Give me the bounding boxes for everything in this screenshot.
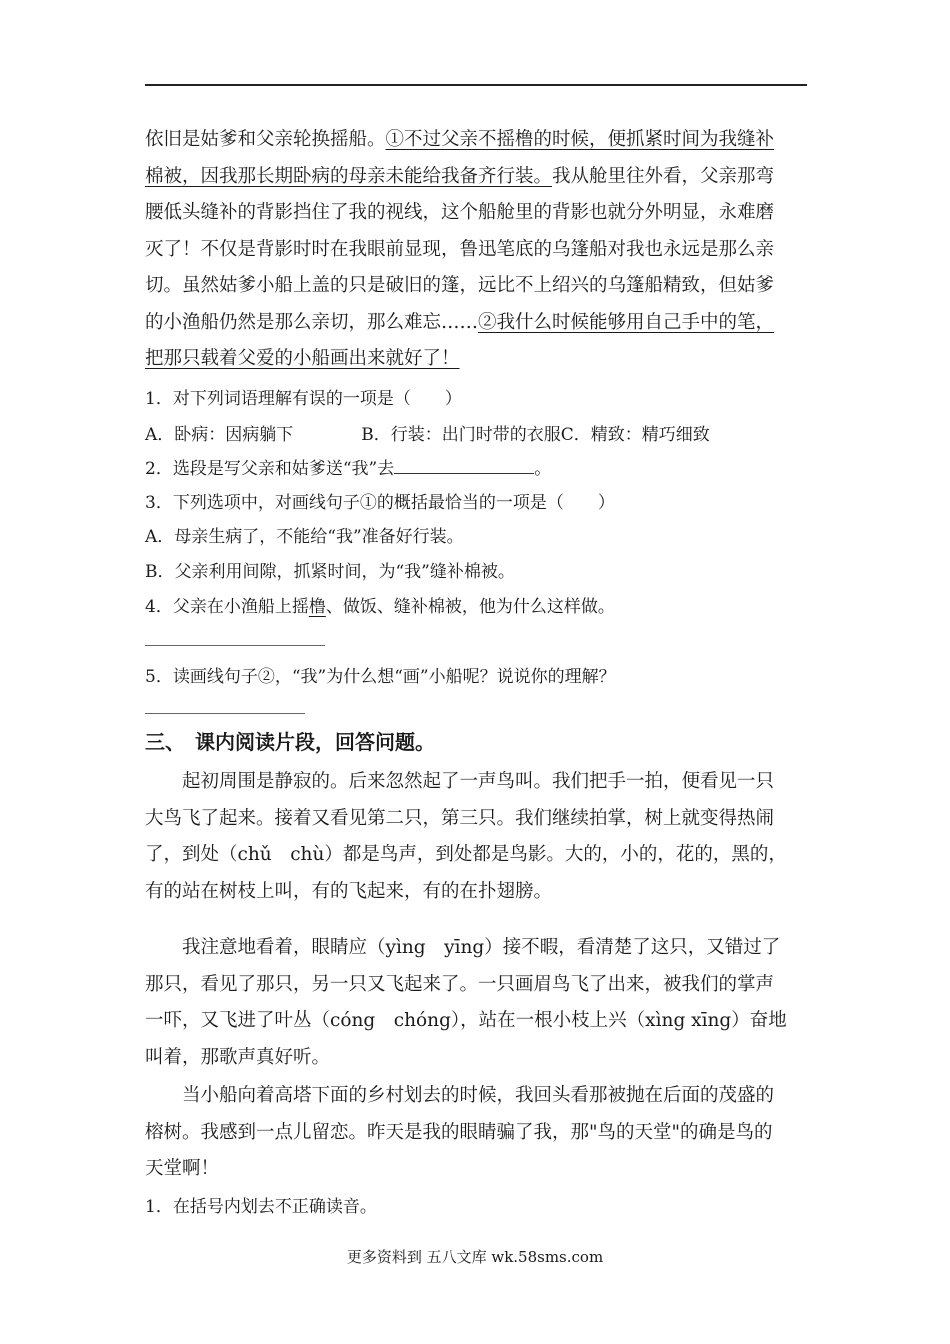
question-3: 3．下列选项中，对画线句子①的概括最恰当的一项是（ ） <box>145 493 615 513</box>
passage-line: 榕树。我感到一点儿留恋。昨天是我的眼睛骗了我，那"鸟的天堂"的确是鸟的 <box>145 1121 773 1143</box>
passage-line: 有的站在树枝上叫，有的飞起来，有的在扑翅膀。 <box>145 880 553 902</box>
passage-line: 叫着，那歌声真好听。 <box>145 1046 331 1068</box>
question-3-option-a: A．母亲生病了，不能给“我”准备好行装。 <box>145 527 464 547</box>
top-rule <box>145 84 807 86</box>
underlined-word: 橹 <box>308 597 326 617</box>
underlined-sentence-1: ①不过父亲不摇橹的时候，便抓紧时间为我缝补 <box>385 129 775 150</box>
passage-line: 了，到处（chǔ chù）都是鸟声，到处都是鸟影。大的，小的，花的，黑的， <box>145 844 787 865</box>
question-3-option-b: B．父亲利用间隙，抓紧时间，为“我”缝补棉被。 <box>145 562 515 582</box>
passage-1 <box>145 122 807 378</box>
passage-line: 大鸟飞了起来。接着又看见第二只，第三只。我们继续拍掌，树上就变得热闹 <box>145 807 775 829</box>
question-4: 4．父亲在小渔船上摇橹、做饭、缝补棉被，他为什么这样做。 <box>145 597 615 617</box>
passage-line: 天堂啊！ <box>145 1158 220 1179</box>
section-3-heading: 三、 课内阅读片段，回答问题。 <box>145 730 435 754</box>
question-1-options: A．卧病：因病躺下 B．行装：出门时带的衣服C．精致：精巧细致 <box>145 425 710 445</box>
passage-line: 切。虽然姑爹小船上盖的只是破旧的篷，远比不上绍兴的乌篷船精致，但姑爹 <box>145 275 775 296</box>
underlined-sentence-2-cont: 把那只载着父爱的小船画出来就好了！ <box>145 348 460 369</box>
passage-line <box>145 341 807 378</box>
passage-line: 我注意地看着，眼睛应（yìng yīng）接不暇，看清楚了这只，又错过了 <box>145 937 781 958</box>
passage-line: 依旧是姑爹和父亲轮换摇船。①不过父亲不摇橹的时候，便抓紧时间为我缝补 <box>145 129 775 150</box>
question-5: 5．读画线句子②，“我”为什么想“画”小船呢？说说你的理解？ <box>145 667 616 687</box>
answer-line-5[interactable] <box>145 713 305 714</box>
section-3-paragraph-3 <box>145 1078 807 1188</box>
section-3-question-1: 1．在括号内划去不正确读音。 <box>145 1197 377 1217</box>
answer-line-4[interactable] <box>145 645 325 646</box>
question-1: 1．对下列词语理解有误的一项是（ ） <box>145 389 462 409</box>
section-3-paragraph-2 <box>145 930 807 1076</box>
passage-line: 一吓，又飞进了叶丛（cóng chóng），站在一根小枝上兴（xìng xīng）奋地 <box>145 1010 787 1031</box>
answer-blank[interactable] <box>394 457 534 474</box>
passage-line: 当小船向着高塔下面的乡村划去的时候，我回头看那被抛在后面的茂盛的 <box>145 1085 775 1106</box>
underlined-sentence-2: ②我什么时候能够用自己手中的笔， <box>478 311 775 333</box>
passage-line: 起初周围是静寂的。后来忽然起了一声鸟叫。我们把手一拍，便看见一只 <box>145 771 775 792</box>
passage-line: 腰低头缝补的背影挡住了我的视线，这个船舱里的背影也就分外明显，永难磨 <box>145 202 775 223</box>
passage-line: 棉被，因我那长期卧病的母亲未能给我备齐行装。我从舱里往外看，父亲那弯 <box>145 165 775 187</box>
passage-line: 灭了！不仅是背影时时在我眼前显现，鲁迅笔底的乌篷船对我也永远是那么亲 <box>145 238 775 260</box>
footer-text[interactable]: 更多资料到 五八文库 wk.58sms.com <box>346 1248 604 1266</box>
question-2: 2．选段是写父亲和姑爹送“我”去 。 <box>145 459 552 479</box>
section-3-paragraph-1 <box>145 764 807 910</box>
passage-line: 的小渔船仍然是那么亲切，那么难忘……②我什么时候能够用自己手中的笔， <box>145 311 775 333</box>
underlined-sentence-1-cont: 棉被，因我那长期卧病的母亲未能给我备齐行装。 <box>145 165 553 187</box>
passage-line: 那只，看见了那只，另一只又飞起来了。一只画眉鸟飞了出来，被我们的掌声 <box>145 973 775 995</box>
